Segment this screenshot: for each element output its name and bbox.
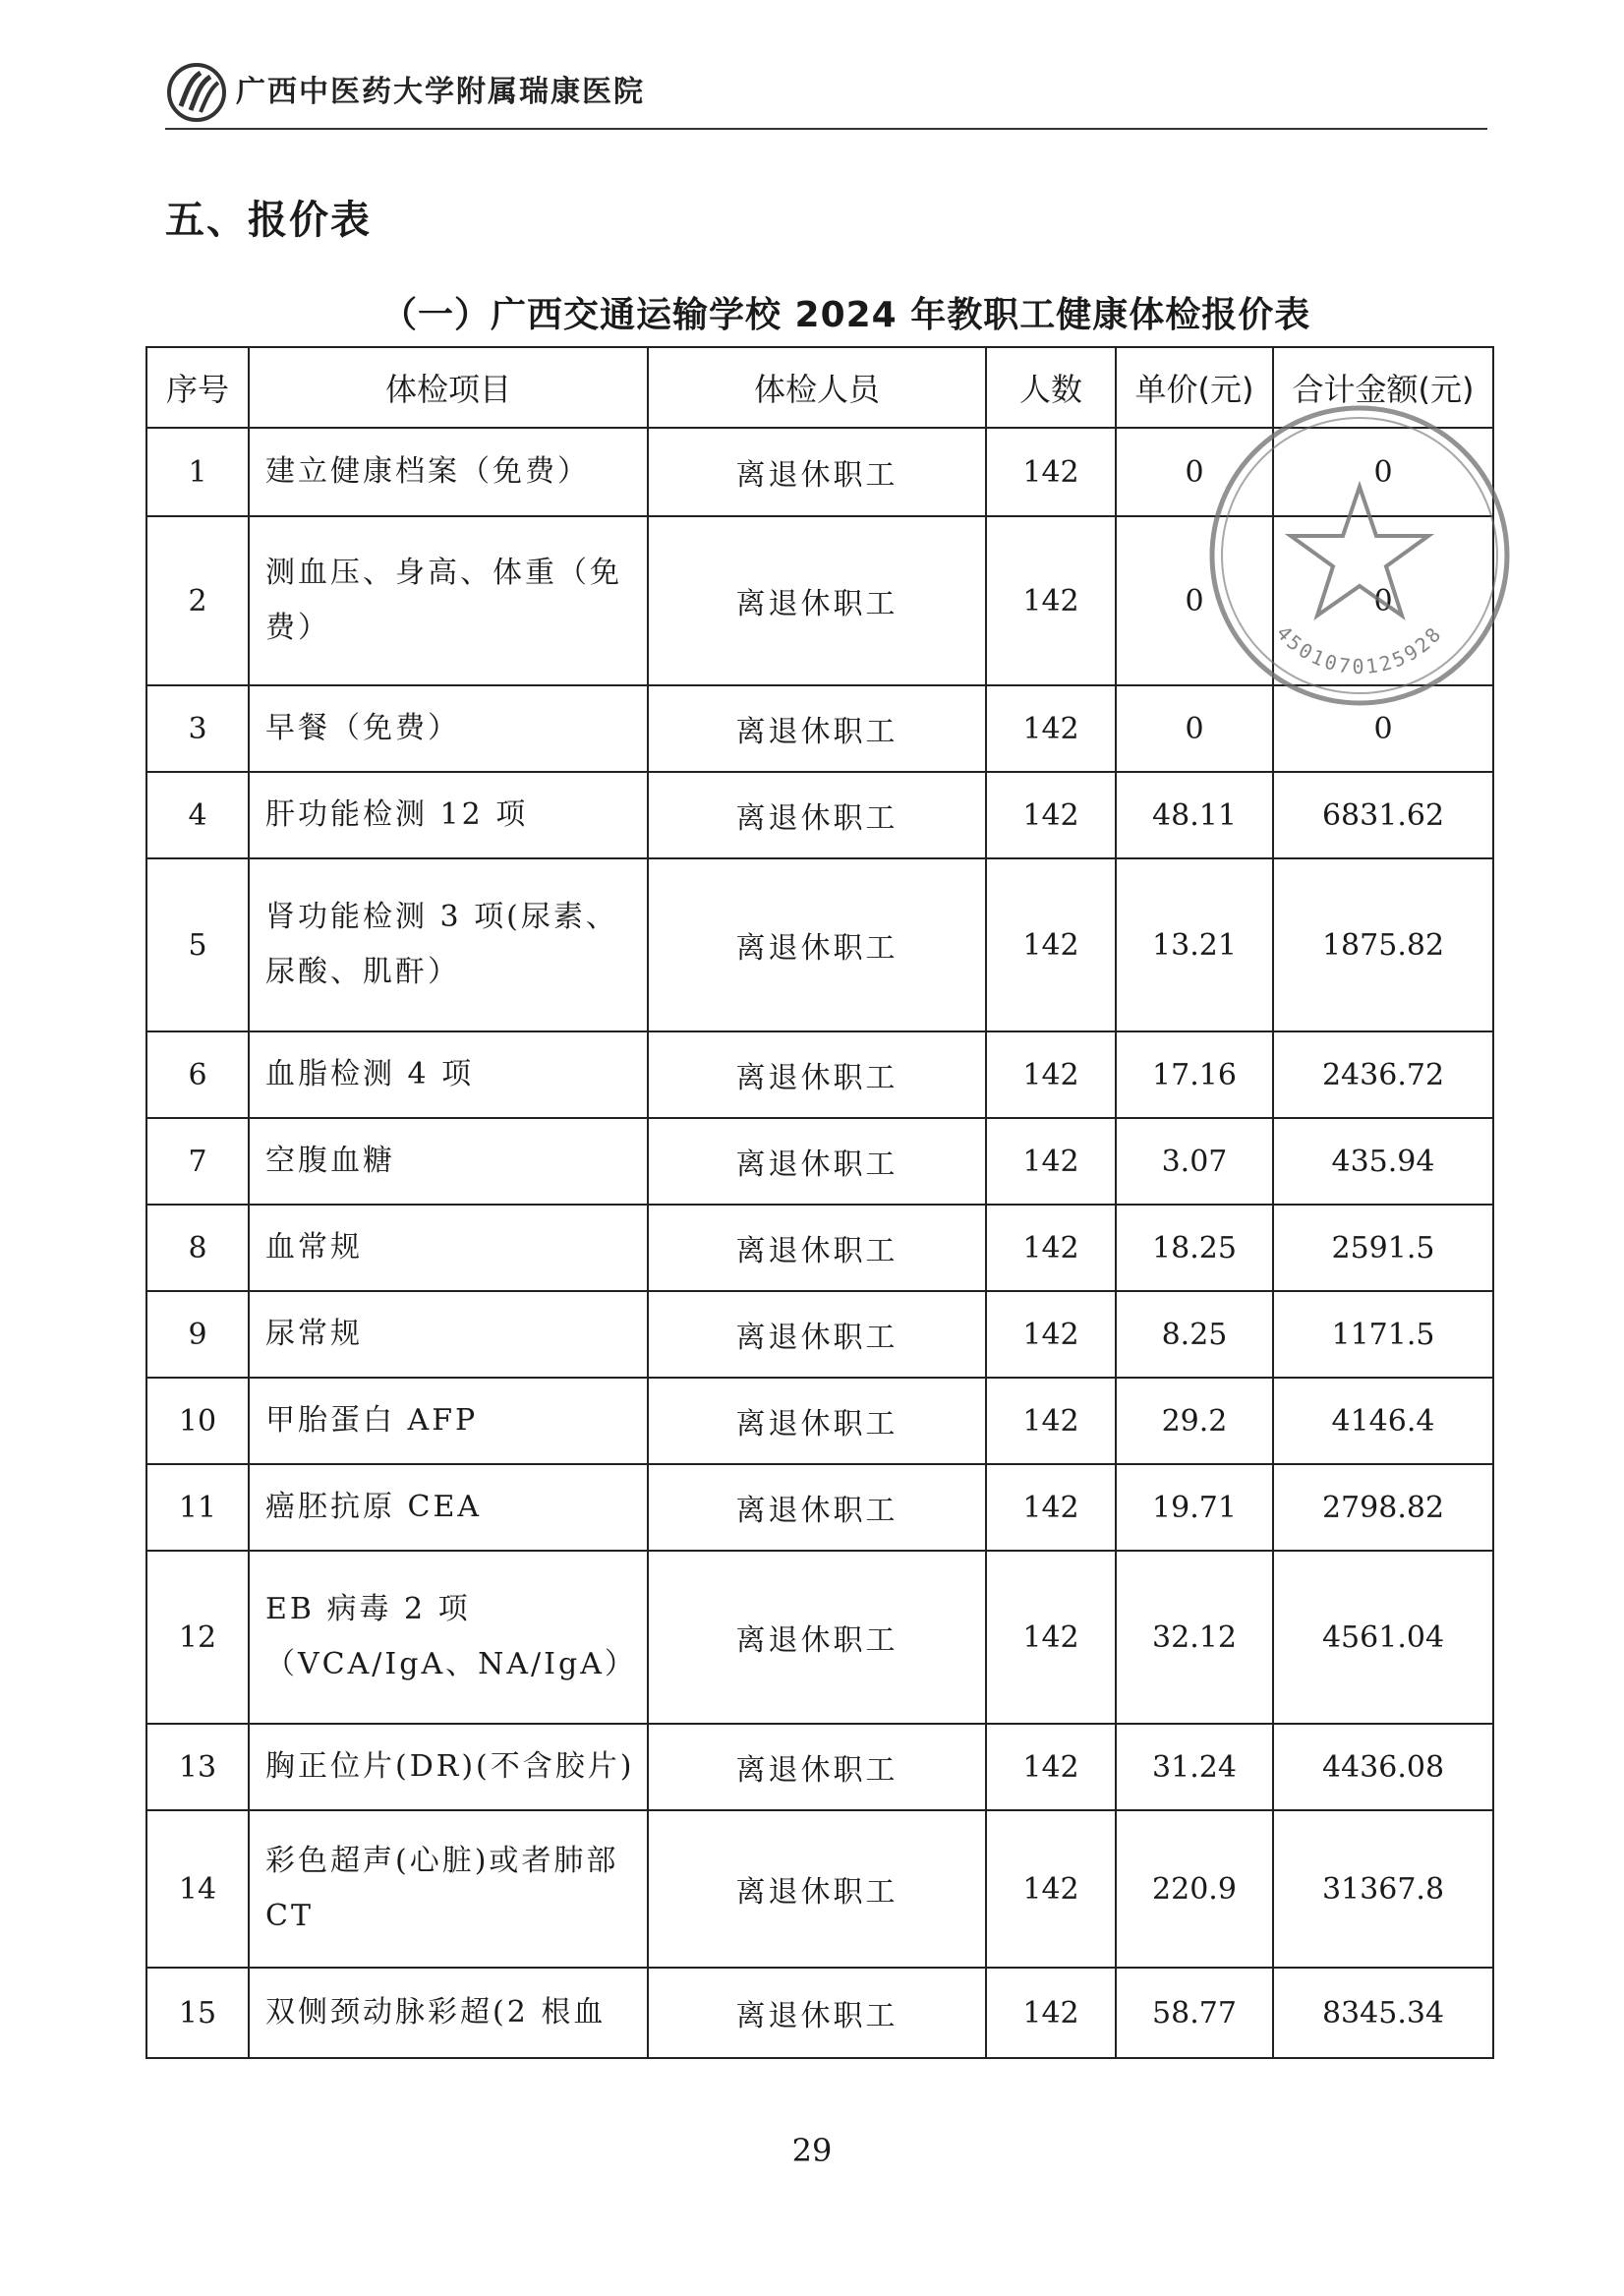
exam-item: 早餐（免费）: [249, 685, 648, 772]
unit-price: 31.24: [1116, 1724, 1273, 1810]
exam-item: 癌胚抗原 CEA: [249, 1464, 648, 1551]
unit-price: 0: [1116, 428, 1273, 516]
unit-price: 29.2: [1116, 1378, 1273, 1464]
head-count: 142: [986, 1205, 1116, 1291]
column-header: 合计金额(元): [1273, 347, 1493, 428]
exam-item: 双侧颈动脉彩超(2 根血: [249, 1968, 648, 2058]
head-count: 142: [986, 685, 1116, 772]
table-row: [146, 1724, 1493, 1810]
total-amount: 0: [1273, 428, 1493, 516]
row-number: 14: [146, 1810, 249, 1968]
exam-person: 离退休职工: [648, 1205, 986, 1291]
head-count: 142: [986, 1464, 1116, 1551]
row-number: 9: [146, 1291, 249, 1378]
total-amount: 31367.8: [1273, 1810, 1493, 1968]
head-count: 142: [986, 1810, 1116, 1968]
column-header: 序号: [146, 347, 249, 428]
head-count: 142: [986, 1031, 1116, 1118]
row-number: 11: [146, 1464, 249, 1551]
exam-item: 彩色超声(心脏)或者肺部 CT: [249, 1810, 648, 1968]
row-number: 13: [146, 1724, 249, 1810]
seal-code: 4501070125928: [1271, 620, 1448, 678]
exam-item: EB 病毒 2 项（VCA/IgA、NA/IgA）: [249, 1551, 648, 1724]
exam-item: 建立健康档案（免费）: [249, 428, 648, 516]
row-number: 10: [146, 1378, 249, 1464]
table-row: [146, 685, 1493, 772]
table-row: [146, 1810, 1493, 1968]
hospital-name: 广西中医药大学附属瑞康医院: [236, 75, 645, 109]
exam-item: 血常规: [249, 1205, 648, 1291]
total-amount: 2798.82: [1273, 1464, 1493, 1551]
exam-person: 离退休职工: [648, 1378, 986, 1464]
unit-price: 58.77: [1116, 1968, 1273, 2058]
head-count: 142: [986, 1551, 1116, 1724]
row-number: 4: [146, 772, 249, 858]
total-amount: 2591.5: [1273, 1205, 1493, 1291]
exam-item: 甲胎蛋白 AFP: [249, 1378, 648, 1464]
table-row: [146, 772, 1493, 858]
table-title: （一）广西交通运输学校 2024 年教职工健康体检报价表: [381, 295, 1311, 335]
table-row: [146, 1118, 1493, 1205]
row-number: 1: [146, 428, 249, 516]
exam-person: 离退休职工: [648, 1031, 986, 1118]
table-row: [146, 516, 1493, 685]
head-count: 142: [986, 516, 1116, 685]
column-header: 体检项目: [249, 347, 648, 428]
head-count: 142: [986, 1378, 1116, 1464]
exam-person: 离退休职工: [648, 1810, 986, 1968]
section-title: 五、报价表: [165, 198, 372, 243]
total-amount: 4146.4: [1273, 1378, 1493, 1464]
exam-person: 离退休职工: [648, 516, 986, 685]
exam-item: 空腹血糖: [249, 1118, 648, 1205]
header-divider: [165, 128, 1487, 130]
table-row: [146, 1291, 1493, 1378]
unit-price: 3.07: [1116, 1118, 1273, 1205]
exam-person: 离退休职工: [648, 1551, 986, 1724]
exam-item: 肝功能检测 12 项: [249, 772, 648, 858]
column-header: 体检人员: [648, 347, 986, 428]
table-row: [146, 1378, 1493, 1464]
total-amount: 6831.62: [1273, 772, 1493, 858]
page-number: 29: [791, 2132, 833, 2169]
row-number: 5: [146, 858, 249, 1031]
unit-price: 220.9: [1116, 1810, 1273, 1968]
exam-item: 肾功能检测 3 项(尿素、尿酸、肌酐）: [249, 858, 648, 1031]
exam-item: 尿常规: [249, 1291, 648, 1378]
total-amount: 1875.82: [1273, 858, 1493, 1031]
exam-person: 离退休职工: [648, 1118, 986, 1205]
exam-person: 离退休职工: [648, 1968, 986, 2058]
row-number: 6: [146, 1031, 249, 1118]
unit-price: 19.71: [1116, 1464, 1273, 1551]
row-number: 3: [146, 685, 249, 772]
unit-price: 13.21: [1116, 858, 1273, 1031]
table-row: [146, 858, 1493, 1031]
table-row: [146, 428, 1493, 516]
total-amount: 4561.04: [1273, 1551, 1493, 1724]
exam-item: 血脂检测 4 项: [249, 1031, 648, 1118]
table-row: [146, 1464, 1493, 1551]
unit-price: 0: [1116, 516, 1273, 685]
row-number: 2: [146, 516, 249, 685]
table-row: [146, 1551, 1493, 1724]
exam-person: 离退休职工: [648, 858, 986, 1031]
total-amount: 4436.08: [1273, 1724, 1493, 1810]
hospital-logo-icon: [165, 61, 228, 124]
unit-price: 17.16: [1116, 1031, 1273, 1118]
page-header: [165, 57, 1492, 126]
head-count: 142: [986, 428, 1116, 516]
exam-item: 测血压、身高、体重（免费）: [249, 516, 648, 685]
exam-person: 离退休职工: [648, 428, 986, 516]
row-number: 8: [146, 1205, 249, 1291]
table-row: [146, 1968, 1493, 2058]
head-count: 142: [986, 772, 1116, 858]
table-row: [146, 1031, 1493, 1118]
total-amount: 435.94: [1273, 1118, 1493, 1205]
total-amount: 2436.72: [1273, 1031, 1493, 1118]
column-header: 人数: [986, 347, 1116, 428]
head-count: 142: [986, 858, 1116, 1031]
exam-item: 胸正位片(DR)(不含胶片): [249, 1724, 648, 1810]
head-count: 142: [986, 1724, 1116, 1810]
unit-price: 18.25: [1116, 1205, 1273, 1291]
row-number: 7: [146, 1118, 249, 1205]
head-count: 142: [986, 1968, 1116, 2058]
exam-person: 离退休职工: [648, 685, 986, 772]
total-amount: 0: [1273, 516, 1493, 685]
exam-person: 离退休职工: [648, 772, 986, 858]
total-amount: 0: [1273, 685, 1493, 772]
quotation-table: [145, 346, 1494, 2059]
row-number: 15: [146, 1968, 249, 2058]
unit-price: 0: [1116, 685, 1273, 772]
head-count: 142: [986, 1118, 1116, 1205]
table-row: [146, 1205, 1493, 1291]
exam-person: 离退休职工: [648, 1291, 986, 1378]
total-amount: 1171.5: [1273, 1291, 1493, 1378]
head-count: 142: [986, 1291, 1116, 1378]
exam-person: 离退休职工: [648, 1464, 986, 1551]
unit-price: 32.12: [1116, 1551, 1273, 1724]
unit-price: 48.11: [1116, 772, 1273, 858]
table-header-row: [146, 347, 1493, 428]
row-number: 12: [146, 1551, 249, 1724]
exam-person: 离退休职工: [648, 1724, 986, 1810]
unit-price: 8.25: [1116, 1291, 1273, 1378]
total-amount: 8345.34: [1273, 1968, 1493, 2058]
column-header: 单价(元): [1116, 347, 1273, 428]
